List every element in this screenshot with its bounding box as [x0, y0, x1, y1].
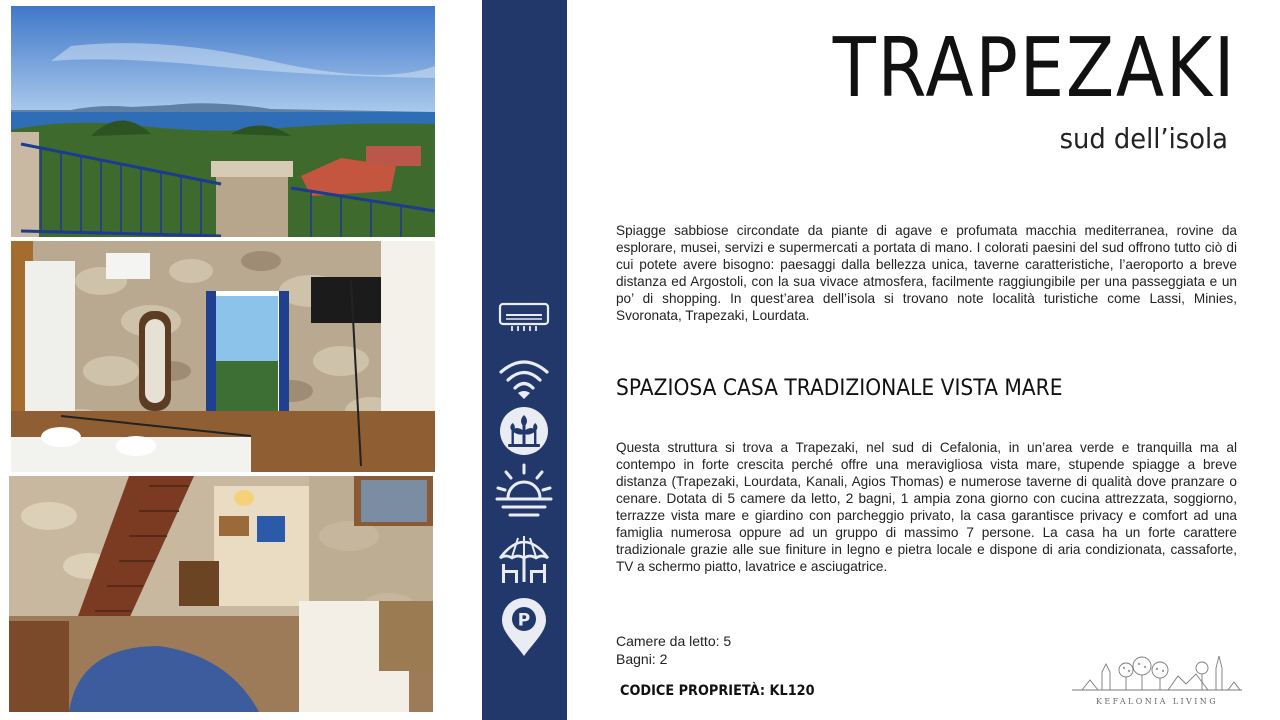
photo-balcony-sea-view: [11, 6, 435, 237]
svg-text:P: P: [517, 610, 531, 631]
page-subtitle: sud dell’isola: [1059, 122, 1228, 155]
property-description: Questa struttura si trova a Trapezaki, nel sud di Cefalonia, in un’area verde e tranquilla ma al contempo in forte crescita perché offre una meravigliosa vista mare, stupende spiagge a breve distanza (Trapezaki, Lourdata, Kanali, Agios Thomas) e numerose taverne di qualità dove pranzare o cenare. Dotata di 5 camere da letto, 2 bagni, 1 ampia zona giorno con cucina attrezzata, soggiorno, terrazze vista mare e giardino con parcheggio privato, la casa garantisce privacy e comfort ad una famiglia numerosa oppure ad un gruppo di massimo 7 persone. La casa ha un forte carattere tradizionale grazie alle sue finiture in legno e pietra locale e dispone di aria condizionata, cassaforte, TV a schermo piatto, lavatrice e asciugatrice.: [616, 440, 1237, 574]
photo-stone-bedroom: [11, 241, 435, 472]
area-description: Spiagge sabbiose circondate da piante di agave e profumata macchia mediterranea, rovine da esplorare, musei, servizi e supermercati a portata di mano. I colorati paesini del sud offrono tutto ciò di cui potete avere bisogno: paesaggi dalla bellezza unica, taverne caratteristiche, l’aeroporto a breve distanza ed Argostoli, con la sua vivace atmosfera, facilmente raggiungibile per una passeggiata e un po’ di shopping. In quest’area dell’isola si trovano note località turistiche come Lassi, Minies, Svoronata, Trapezaki, Lourdata.: [616, 223, 1237, 323]
beach-umbrella-icon: [494, 532, 554, 586]
kefalonia-living-logo: [1068, 650, 1246, 706]
property-code: CODICE PROPRIETÀ: KL120: [620, 683, 815, 699]
amenities-band: [482, 0, 567, 720]
logo-text: KEFALONIA LIVING: [1095, 697, 1218, 706]
garden-icon: [494, 405, 554, 457]
sea-view-icon: [494, 462, 554, 520]
photo-living-room-stairs: [9, 476, 433, 712]
property-facts: [616, 632, 731, 668]
bathrooms-count: Bagni: 2: [616, 651, 668, 667]
page-title: TRAPEZAKI: [832, 21, 1236, 116]
property-heading: SPAZIOSA CASA TRADIZIONALE VISTA MARE: [616, 376, 1063, 401]
parking-icon: [494, 598, 554, 658]
air-conditioning-icon: [494, 300, 554, 334]
wifi-icon: [494, 356, 554, 400]
bedrooms-count: Camere da letto: 5: [616, 633, 732, 649]
